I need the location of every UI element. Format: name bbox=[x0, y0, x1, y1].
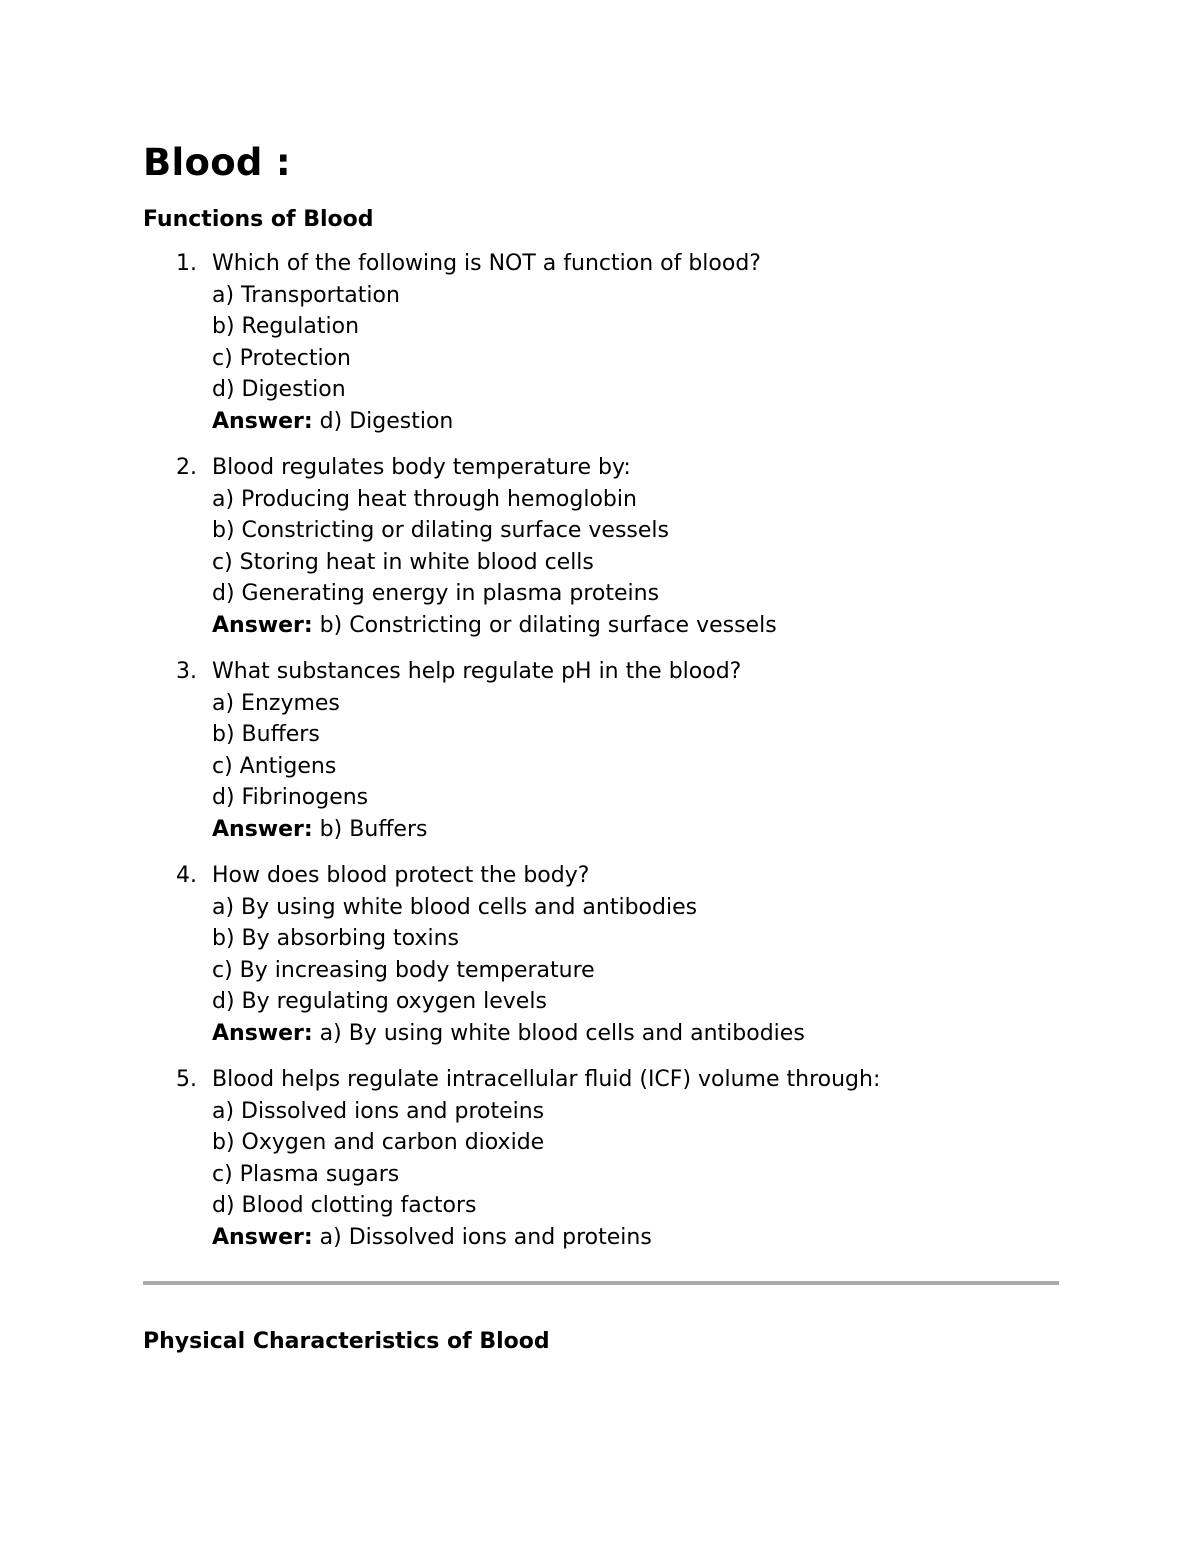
answer-label: Answer: bbox=[212, 612, 313, 638]
option-a: a) Producing heat through hemoglobin bbox=[212, 486, 637, 512]
option-d: d) Blood clotting factors bbox=[212, 1193, 477, 1218]
document-body bbox=[143, 136, 1059, 1268]
answer-line bbox=[212, 1018, 1059, 1050]
answer-line bbox=[212, 406, 1059, 438]
question-item bbox=[143, 860, 1059, 1049]
option-c: c) Protection bbox=[212, 345, 351, 371]
question-number: 5. bbox=[176, 1067, 197, 1092]
option-b: b) Oxygen and carbon dioxide bbox=[212, 1130, 545, 1155]
answer-label: Answer: bbox=[212, 408, 313, 434]
answer-text: a) By using white blood cells and antibodies bbox=[312, 1020, 805, 1046]
question-number: 1. bbox=[176, 251, 197, 276]
section-heading-physical-characteristics: Physical Characteristics of Blood bbox=[143, 1329, 550, 1354]
answer-label: Answer: bbox=[212, 1020, 313, 1046]
option-b: b) Regulation bbox=[212, 314, 360, 339]
answer-line bbox=[212, 1222, 1059, 1254]
option-d: d) Generating energy in plasma proteins bbox=[212, 581, 660, 606]
option-d: d) Fibrinogens bbox=[212, 785, 369, 810]
question-text: Which of the following is NOT a function of blood? bbox=[212, 251, 761, 276]
answer-label: Answer: bbox=[212, 816, 313, 842]
option-a: a) Enzymes bbox=[212, 690, 340, 716]
answer-label: Answer: bbox=[212, 1224, 313, 1250]
option-d: d) By regulating oxygen levels bbox=[212, 989, 547, 1014]
question-number: 3. bbox=[176, 659, 197, 684]
question-number: 4. bbox=[176, 863, 197, 888]
question-text: What substances help regulate pH in the blood? bbox=[212, 659, 742, 684]
question-number: 2. bbox=[176, 455, 197, 480]
option-c: c) Storing heat in white blood cells bbox=[212, 549, 594, 575]
question-list bbox=[143, 248, 1059, 1253]
page-title: Blood : bbox=[143, 141, 291, 184]
option-b: b) Buffers bbox=[212, 722, 320, 747]
option-c: c) By increasing body temperature bbox=[212, 957, 595, 983]
answer-text: a) Dissolved ions and proteins bbox=[312, 1224, 652, 1250]
section-heading-functions: Functions of Blood bbox=[143, 207, 374, 232]
question-text: Blood regulates body temperature by: bbox=[212, 455, 631, 480]
answer-line bbox=[212, 814, 1059, 846]
option-c: c) Antigens bbox=[212, 753, 337, 779]
option-a: a) Transportation bbox=[212, 282, 400, 308]
option-d: d) Digestion bbox=[212, 377, 346, 402]
question-text: Blood helps regulate intracellular fluid (ICF) volume through: bbox=[212, 1067, 881, 1092]
question-item bbox=[143, 452, 1059, 641]
option-b: b) Constricting or dilating surface vessels bbox=[212, 518, 669, 543]
option-c: c) Plasma sugars bbox=[212, 1161, 400, 1187]
answer-line bbox=[212, 610, 1059, 642]
option-a: a) By using white blood cells and antibodies bbox=[212, 894, 698, 920]
question-item bbox=[143, 656, 1059, 845]
answer-text: b) Buffers bbox=[312, 816, 428, 842]
answer-text: d) Digestion bbox=[312, 408, 454, 434]
horizontal-divider bbox=[143, 1281, 1059, 1285]
question-item bbox=[143, 1064, 1059, 1253]
option-a: a) Dissolved ions and proteins bbox=[212, 1098, 545, 1124]
answer-text: b) Constricting or dilating surface vessels bbox=[312, 612, 777, 638]
question-text: How does blood protect the body? bbox=[212, 863, 590, 888]
option-b: b) By absorbing toxins bbox=[212, 926, 459, 951]
question-item bbox=[143, 248, 1059, 437]
